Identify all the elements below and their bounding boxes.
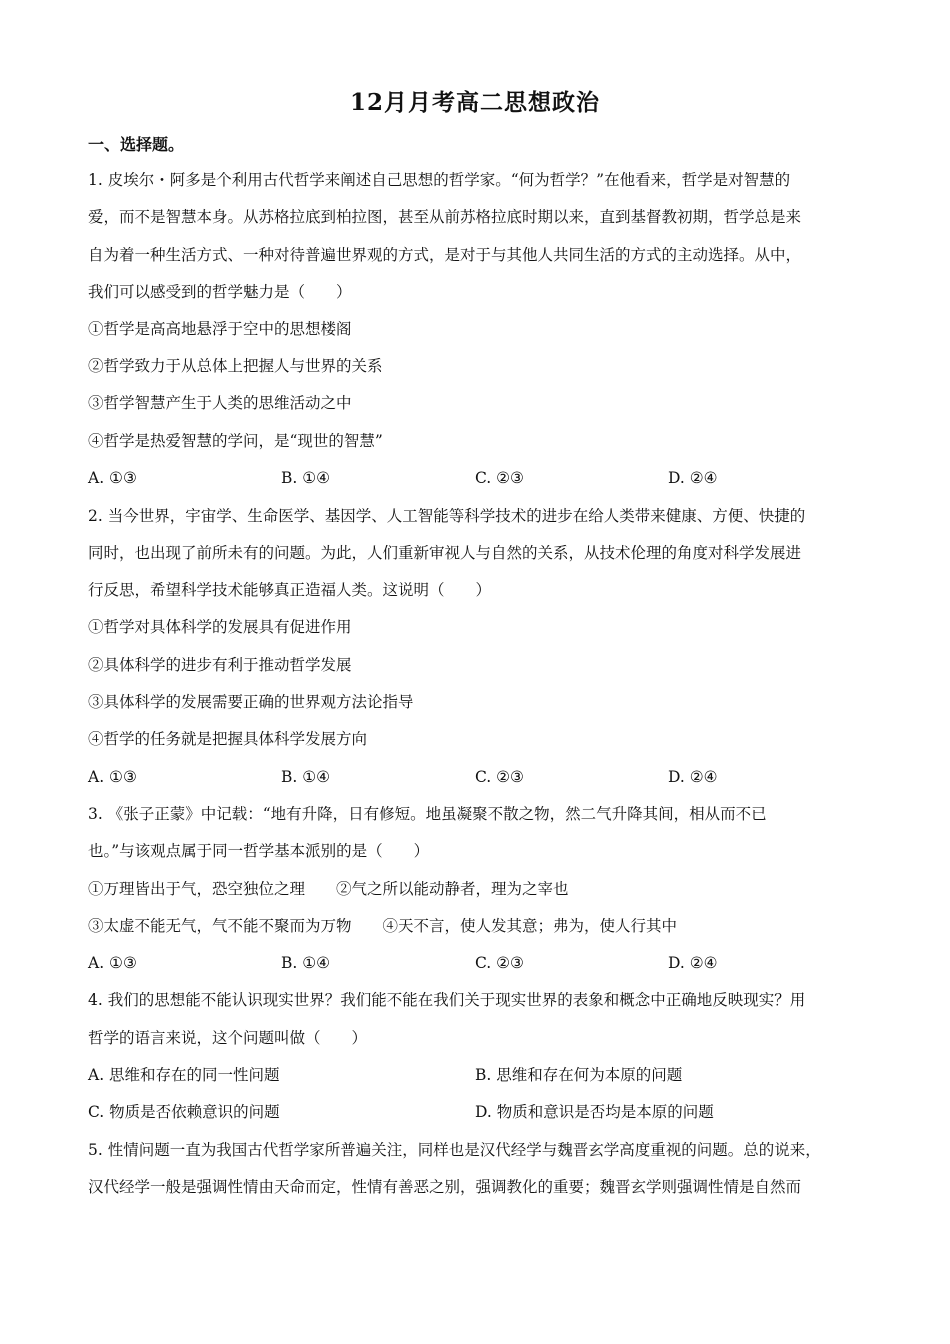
q4-option-d[interactable]: D. 物质和意识是否均是本原的问题: [475, 1103, 714, 1121]
q2-option-c[interactable]: C. ②③: [475, 768, 524, 786]
section-heading: 一、选择题。: [88, 135, 185, 154]
page-title: 12月月考高二思想政治: [349, 89, 600, 116]
q3-option-a[interactable]: A. ①③: [88, 954, 137, 972]
q2-item: ①哲学对具体科学的发展具有促进作用: [88, 618, 352, 636]
q1-stem-line: 爱，而不是智慧本身。从苏格拉底到柏拉图，甚至从前苏格拉底时期以来，直到基督教初期，哲学总是来: [88, 208, 802, 226]
q3-item: ①万理皆出于气，恐空独位之理 ②气之所以能动静者，理为之宰也: [88, 880, 569, 898]
q1-item: ②哲学致力于从总体上把握人与世界的关系: [88, 357, 383, 375]
q1-option-a[interactable]: A. ①③: [88, 469, 137, 487]
q5-stem-line: 汉代经学一般是强调性情由天命而定，性情有善恶之别，强调教化的重要；魏晋玄学则强调性情是自然而: [88, 1178, 802, 1196]
q4-stem-line: 哲学的语言来说，这个问题叫做（ ）: [88, 1029, 368, 1047]
q4-option-b[interactable]: B. 思维和存在何为本原的问题: [475, 1066, 683, 1084]
q1-option-b[interactable]: B. ①④: [281, 469, 331, 487]
q4-option-c[interactable]: C. 物质是否依赖意识的问题: [88, 1103, 280, 1121]
q1-option-c[interactable]: C. ②③: [475, 469, 524, 487]
q1-stem-line: 1. 皮埃尔・阿多是个利用古代哲学来阐述自己思想的哲学家。“何为哲学？”在他看来，哲学是对智慧的: [88, 171, 791, 189]
q4-stem-line: 4. 我们的思想能不能认识现实世界？我们能不能在我们关于现实世界的表象和概念中正确地反映现实？用: [88, 991, 806, 1009]
q3-option-d[interactable]: D. ②④: [668, 954, 718, 972]
q2-item: ④哲学的任务就是把握具体科学发展方向: [88, 730, 368, 748]
q1-stem-line: 我们可以感受到的哲学魅力是（ ）: [88, 283, 352, 301]
q2-item: ②具体科学的进步有利于推动哲学发展: [88, 656, 352, 674]
q2-option-d[interactable]: D. ②④: [668, 768, 718, 786]
q2-option-a[interactable]: A. ①③: [88, 768, 137, 786]
q1-item: ①哲学是高高地悬浮于空中的思想楼阁: [88, 320, 352, 338]
q2-stem-line: 同时，也出现了前所未有的问题。为此，人们重新审视人与自然的关系，从技术伦理的角度对科学发展进: [88, 544, 802, 562]
q3-stem-line: 3. 《张子正蒙》中记载：“地有升降，日有修短。地虽凝聚不散之物，然二气升降其间，相从而不已: [88, 805, 767, 823]
q3-item: ③太虚不能无气，气不能不聚而为万物 ④天不言，使人发其意；弗为，使人行其中: [88, 917, 678, 935]
q4-option-a[interactable]: A. 思维和存在的同一性问题: [88, 1066, 280, 1084]
q2-stem-line: 2. 当今世界，宇宙学、生命医学、基因学、人工智能等科学技术的进步在给人类带来健康、方便、快捷的: [88, 507, 806, 525]
q1-item: ③哲学智慧产生于人类的思维活动之中: [88, 394, 352, 412]
q3-stem-line: 也。”与该观点属于同一哲学基本派别的是（ ）: [88, 842, 430, 860]
q3-option-c[interactable]: C. ②③: [475, 954, 524, 972]
q2-stem-line: 行反思，希望科学技术能够真正造福人类。这说明（ ）: [88, 581, 492, 599]
q1-stem-line: 自为着一种生活方式、一种对待普遍世界观的方式，是对于与其他人共同生活的方式的主动选择。从中，: [88, 246, 802, 264]
q5-stem-line: 5. 性情问题一直为我国古代哲学家所普遍关注，同样也是汉代经学与魏晋玄学高度重视的问题。总的说来，: [88, 1141, 821, 1159]
q2-option-b[interactable]: B. ①④: [281, 768, 331, 786]
q2-item: ③具体科学的发展需要正确的世界观方法论指导: [88, 693, 414, 711]
q1-item: ④哲学是热爱智慧的学问，是“现世的智慧”: [88, 432, 383, 450]
q3-option-b[interactable]: B. ①④: [281, 954, 331, 972]
q1-option-d[interactable]: D. ②④: [668, 469, 718, 487]
